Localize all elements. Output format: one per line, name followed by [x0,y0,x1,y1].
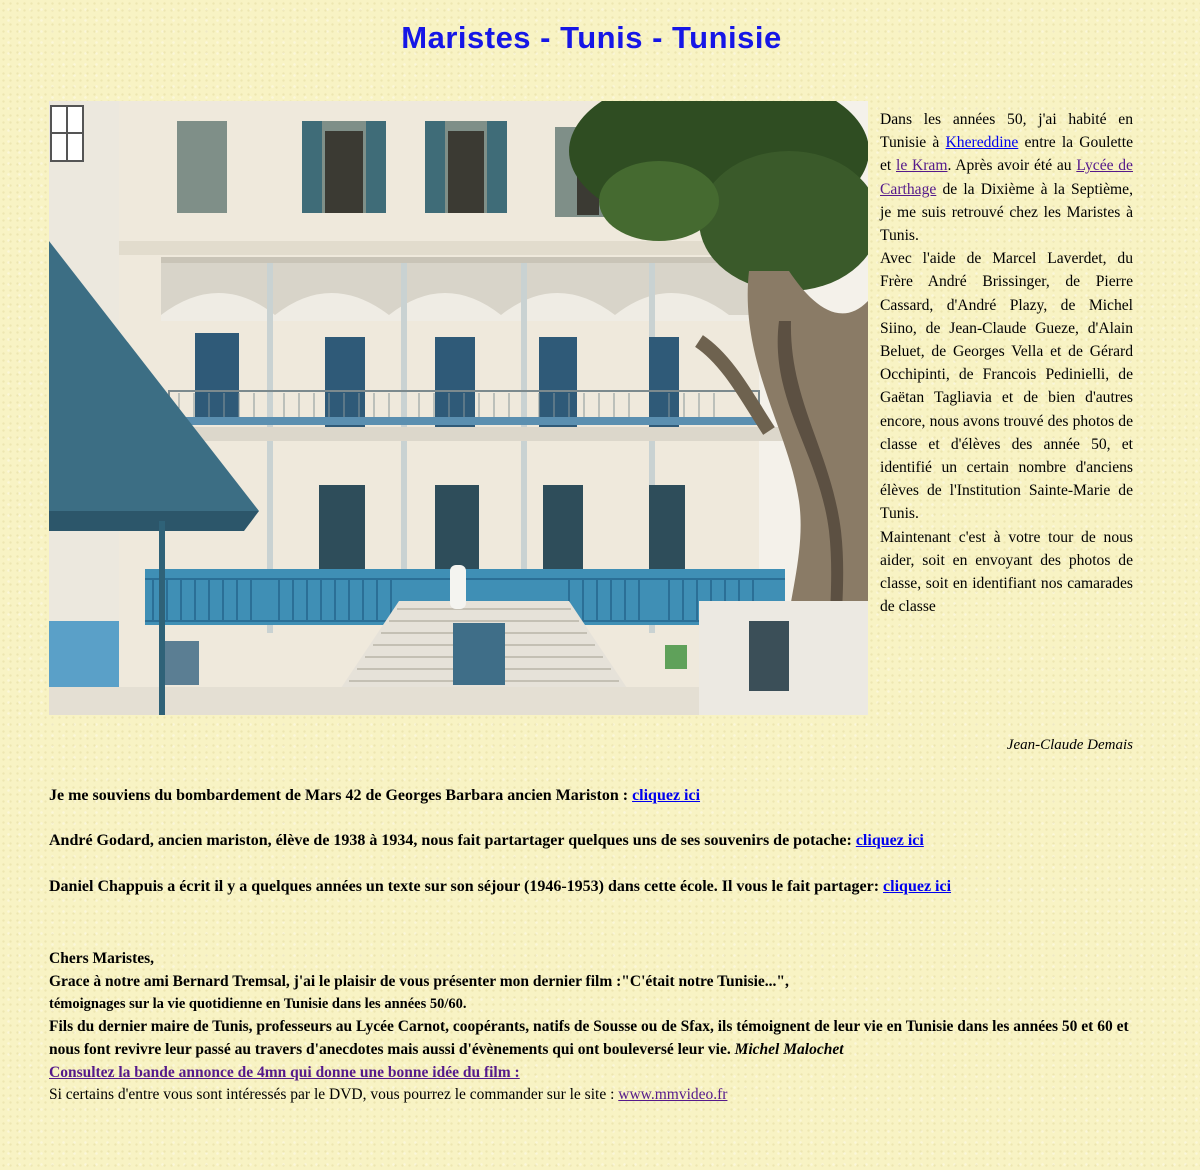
film-greeting: Chers Maristes, [49,950,155,967]
intro-text-segment: Dans les années 50, j'ai habité en Tunisie à [880,111,1133,152]
intro-paragraph-3: Maintenant c'est à votre tour de nous aider, soit en envoyant des photos de classe, soit en identifiant nos camarades de classe [880,528,1133,616]
memory-item-text: André Godard, ancien mariston, élève de 1938 à 1934, nous fait partartager quelques uns de ses souvenirs de potache: [49,832,856,849]
memory-item-2 [49,832,924,850]
dvd-text-label: Si certains d'entre vous sont intéressés par le DVD, vous pourrez le commander sur le site : [49,1086,619,1104]
signature: Jean-Claude Demais [1006,737,1133,753]
mmvideo-link[interactable]: www.mmvideo.fr [618,1086,728,1104]
godard-link[interactable]: cliquez ici [855,832,924,849]
barbara-link[interactable]: cliquez ici [632,787,701,804]
memory-item-3 [49,878,951,896]
intro-paragraph-2: Avec l'aide de Marcel Laverdet, du Frère André Brissinger, de Pierre Cassard, d'André Plazy, de Michel Siino, de Jean-Claude Gueze, d'Alain Beluet, de Georges Vella et de Gérard Occhipinti, de Francois Pedinielli, de Gaëtan Tagliavia et de bien d'autres encore, nous avons trouvé des photos de classe et d'élèves des année 50, et identifié un certain nombre d'anciens élèves de l'Institution Sainte-Marie de Tunis. [880,250,1133,523]
dvd-text [49,1086,727,1103]
memory-item-text: Daniel Chappuis a écrit il y a quelques années un texte sur son séjour (1946-1953) dans cette école. Il vous le fait partager: [49,878,884,895]
lycee-carthage-link[interactable]: Lycée de Carthage [880,157,1133,198]
film-announcement [49,948,1135,1107]
page-title: Maristes - Tunis - Tunisie [401,20,782,55]
trailer-link[interactable]: Consultez la bande annonce de 4mn qui donne une bonne idée du film : [49,1063,520,1081]
memory-item-text: Je me souviens du bombardement de Mars 42 de Georges Barbara ancien Mariston : [49,787,633,804]
intro-text-segment: entre la Goulette et [880,134,1133,175]
film-author: Michel Malochet [734,1040,844,1058]
intro-text-segment: . Après avoir été au [947,157,1077,175]
school-building-photo [49,101,868,715]
khereddine-link[interactable]: Khereddine [945,134,1019,152]
intro-text-segment: de la Dixième à la Septième, je me suis retrouvé chez les Maristes à Tunis. [880,180,1133,245]
memory-item-1 [49,787,700,805]
film-line-1: Grace à notre ami Bernard Tremsal, j'ai le plaisir de vous présenter mon dernier film :"C'était notre Tunisie...", [49,972,789,990]
film-line-2: témoignages sur la vie quotidienne en Tunisie dans les années 50/60. [49,996,467,1013]
film-body: Fils du dernier maire de Tunis, professeurs au Lycée Carnot, coopérants, natifs de Sousse ou de Sfax, ils témoignent de leur vie en Tunisie dans les années 50 et 60 et nous font revivre leur passé au travers d'anecdotes mais aussi d'évènements qui ont bouleversé leur vie. [49,1018,1129,1058]
chappuis-link[interactable]: cliquez ici [883,878,952,895]
kram-link[interactable]: le Kram [895,157,948,175]
intro-text [880,108,1133,618]
